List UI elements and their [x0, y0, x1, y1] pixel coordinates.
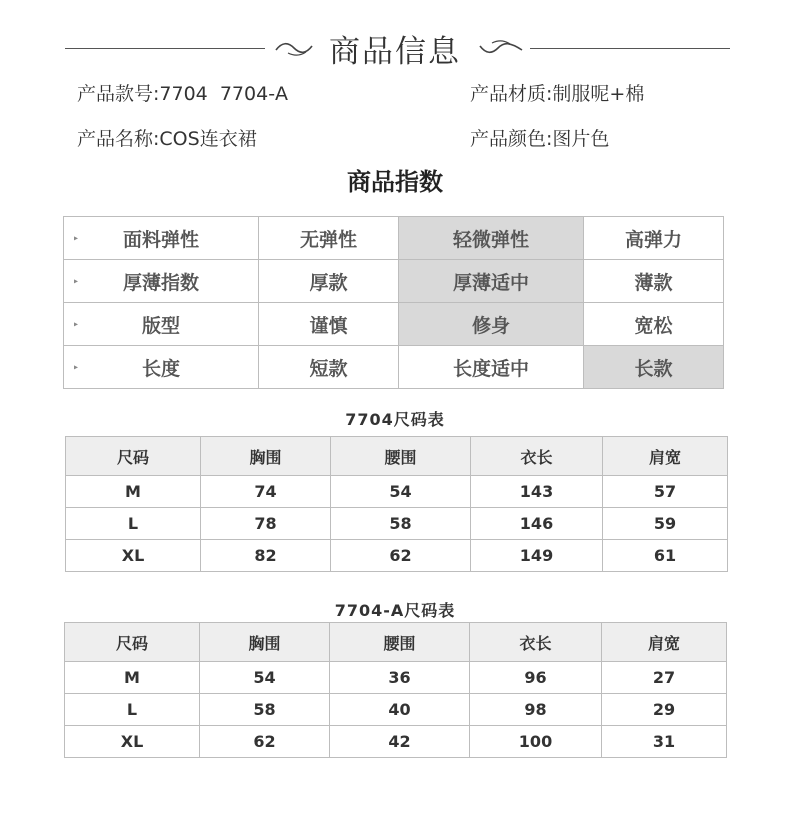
header-cell: 肩宽: [602, 623, 727, 662]
table-cell: 62: [200, 726, 330, 758]
table-cell: XL: [66, 540, 201, 572]
bullet-arrow-icon: ▸: [74, 362, 79, 372]
table-cell: 40: [330, 694, 470, 726]
product-index-grid: [63, 216, 724, 389]
index-row-label: ▸ 面料弹性: [64, 217, 259, 260]
table-cell: 59: [603, 508, 728, 540]
table-cell: XL: [65, 726, 200, 758]
header-cell: 胸围: [201, 437, 331, 476]
table-cell: 57: [603, 476, 728, 508]
table-cell: 78: [201, 508, 331, 540]
table-cell: M: [65, 662, 200, 694]
bullet-arrow-icon: ▸: [74, 233, 79, 243]
index-option: 长度适中: [399, 346, 584, 389]
table-cell: M: [66, 476, 201, 508]
table-cell: 29: [602, 694, 727, 726]
index-option-selected: 长款: [584, 346, 724, 389]
index-row: [64, 260, 724, 303]
table-cell: 146: [471, 508, 603, 540]
size-table-title: 7704尺码表: [345, 410, 445, 429]
index-option-selected: 厚薄适中: [399, 260, 584, 303]
table-row: [66, 508, 728, 540]
index-option: 宽松: [584, 303, 724, 346]
index-option-selected: 修身: [399, 303, 584, 346]
style-number-value: 7704 7704-A: [159, 83, 289, 105]
color-value: 图片色: [552, 128, 610, 150]
table-cell: 58: [331, 508, 471, 540]
table-cell: 100: [470, 726, 602, 758]
table-cell: 42: [330, 726, 470, 758]
table-row: [65, 662, 727, 694]
index-option: 无弹性: [259, 217, 399, 260]
table-cell: L: [66, 508, 201, 540]
swirl-ornament-left-icon: [274, 36, 320, 60]
index-row-label: ▸ 厚薄指数: [64, 260, 259, 303]
table-row: [65, 726, 727, 758]
table-cell: 96: [470, 662, 602, 694]
bullet-arrow-icon: ▸: [74, 276, 79, 286]
size-table: [64, 622, 727, 758]
product-name-label: 产品名称:: [77, 128, 160, 150]
material-label: 产品材质:: [470, 83, 553, 105]
size-table: [65, 436, 728, 572]
table-cell: 74: [201, 476, 331, 508]
color-line: [470, 124, 609, 151]
table-cell: 58: [200, 694, 330, 726]
bullet-arrow-icon: ▸: [74, 319, 79, 329]
table-cell: 61: [603, 540, 728, 572]
index-row: [64, 217, 724, 260]
product-name-line: [77, 124, 257, 151]
index-option: 短款: [259, 346, 399, 389]
style-number-line: [77, 79, 288, 106]
header-cell: 尺码: [65, 623, 200, 662]
index-option-selected: 轻微弹性: [399, 217, 584, 260]
header-cell: 尺码: [66, 437, 201, 476]
product-name-value: COS连衣裙: [159, 128, 257, 150]
index-option: 高弹力: [584, 217, 724, 260]
index-row: [64, 303, 724, 346]
size-table-title: 7704-A尺码表: [334, 601, 456, 620]
index-row: [64, 346, 724, 389]
table-cell: 62: [331, 540, 471, 572]
table-cell: 54: [200, 662, 330, 694]
header-cell: 胸围: [200, 623, 330, 662]
table-cell: 27: [602, 662, 727, 694]
material-line: [470, 79, 644, 106]
header-rule-right: [530, 48, 730, 49]
index-row-label: ▸ 长度: [64, 346, 259, 389]
swirl-ornament-right-icon: [478, 36, 524, 60]
material-value: 制服呢+棉: [552, 83, 645, 105]
table-cell: 143: [471, 476, 603, 508]
table-cell: L: [65, 694, 200, 726]
table-cell: 36: [330, 662, 470, 694]
table-cell: 98: [470, 694, 602, 726]
index-option: 谨慎: [259, 303, 399, 346]
table-row: [66, 540, 728, 572]
header-cell: 衣长: [471, 437, 603, 476]
table-cell: 31: [602, 726, 727, 758]
table-cell: 54: [331, 476, 471, 508]
header-cell: 肩宽: [603, 437, 728, 476]
header-cell: 腰围: [331, 437, 471, 476]
table-cell: 82: [201, 540, 331, 572]
table-cell: 149: [471, 540, 603, 572]
header-cell: 衣长: [470, 623, 602, 662]
page-title: 商品信息: [329, 34, 461, 70]
table-row: [65, 694, 727, 726]
table-row: [66, 476, 728, 508]
color-label: 产品颜色:: [470, 128, 553, 150]
index-title: 商品指数: [347, 168, 443, 196]
index-option: 薄款: [584, 260, 724, 303]
style-number-label: 产品款号:: [77, 83, 160, 105]
size-table-header: [66, 437, 728, 476]
header-rule-left: [65, 48, 265, 49]
index-option: 厚款: [259, 260, 399, 303]
header-cell: 腰围: [330, 623, 470, 662]
size-table-header: [65, 623, 727, 662]
index-row-label: ▸ 版型: [64, 303, 259, 346]
